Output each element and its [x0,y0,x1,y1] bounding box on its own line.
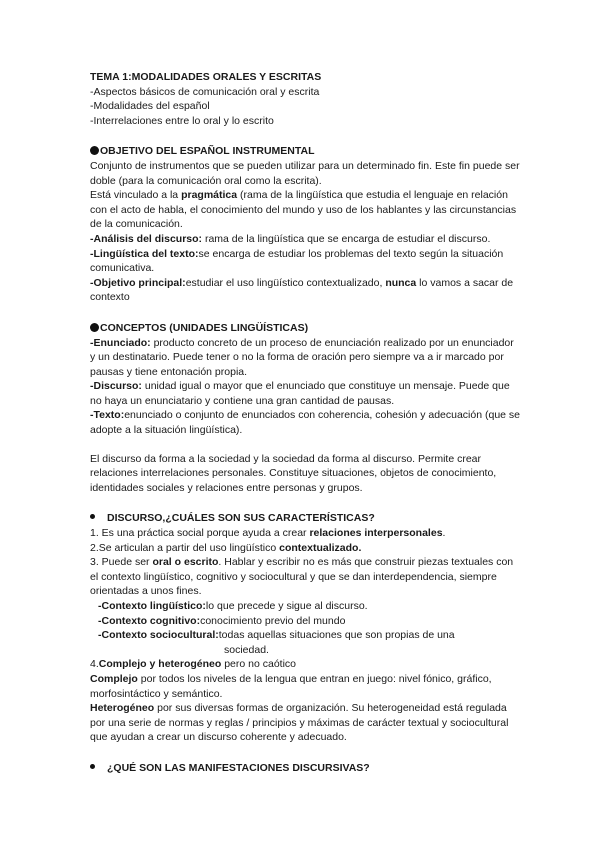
definition-discurso: -Discurso: unidad igual o mayor que el enunciado que constituye un mensaje. Puede que no haya un enunciatario y contiene una gran cantidad de pausas. [90,380,510,407]
manifestations-heading: ¿QUÉ SON LAS MANIFESTACIONES DISCURSIVAS? [90,761,520,776]
characteristic-item: 2.Se articulan a partir del uso lingüístico contextualizado. [90,541,362,554]
topic-item: -Aspectos básicos de comunicación oral y escrita [90,85,320,98]
definition-linguistica: -Lingüística del texto:se encarga de estudiar los problemas del texto según la situación comunicativa. [90,247,504,275]
context-item: -Contexto cognitivo:conocimiento previo del mundo [98,614,346,627]
bullet-icon [90,146,99,155]
topic-item: -Interrelaciones entre lo oral y lo escrito [90,114,274,127]
topic-title: TEMA 1:MODALIDADES ORALES Y ESCRITAS [90,71,322,83]
complejo-paragraph: Complejo por todos los niveles de la lengua que entran en juego: nivel fónico, gráfico, morfosintáctico y semántico. [90,672,492,700]
topic-item: -Modalidades del español [90,100,210,113]
characteristic-item: 3. Puede ser oral o escrito. Hablar y escribir no es más que construir piezas textuales con el contexto lingüístico, cognitivo y sociocultural y que se dan interdependencia, siempre orientadas a unos fines. [90,556,514,598]
heterogeneo-paragraph: Heterogéneo por sus diversas formas de organización. Su heterogeneidad está regulada por una serie de normas y reglas / principios y máximas de carácter textual y sociocultural que ayudan a crear un discurso coherente y adecuado. [90,702,509,744]
definition-analisis: -Análisis del discurso: rama de la lingüística que se encarga de estudiar el discurso. [90,232,491,245]
context-item-continuation: sociedad. [224,643,269,656]
definition-texto: -Texto:enunciado o conjunto de enunciados con coherencia, cohesión y adecuación (que se adopte a la situación lingüística). [90,409,521,437]
definition-enunciado: -Enunciado: producto concreto de un proceso de enunciación realizado por un enunciador y un destinatario. Puede tener o no la forma de oración pero siempre va a ir marcado por pausas y tiene entonación propia. [90,336,514,378]
bullet-icon [90,323,99,332]
characteristic-item: 1. Es una práctica social porque ayuda a crear relaciones interpersonales. [90,527,446,540]
context-item: -Contexto sociocultural:todas aquellas situaciones que son propias de una [98,629,455,642]
pragmatics-paragraph: Está vinculado a la pragmática (rama de la lingüística que estudia el lenguaje en relación con el acto de habla, el conocimiento del mundo y uso de los hablantes y las circunstancias de la comunicación. [90,189,517,231]
document-page [90,70,520,776]
objective-heading: OBJETIVO DEL ESPAÑOL INSTRUMENTAL [90,144,520,159]
context-item: -Contexto lingüístico:lo que precede y sigue al discurso. [98,600,368,612]
objective-paragraph: Conjunto de instrumentos que se pueden utilizar para un determinado fin. Este fin puede ser doble (para la comunicación oral como la escrita). [90,159,520,187]
bullet-icon [90,514,95,519]
bullet-icon [90,764,95,769]
definition-objetivo: -Objetivo principal:estudiar el uso lingüístico contextualizado, nunca lo vamos a sacar de contexto [90,276,514,304]
concepts-heading: CONCEPTOS (UNIDADES LINGÜÍSTICAS) [90,321,520,336]
characteristics-heading: DISCURSO,¿CUÁLES SON SUS CARACTERÍSTICAS? [90,511,520,526]
discourse-paragraph: El discurso da forma a la sociedad y la sociedad da forma al discurso. Permite crear relaciones interrelaciones personales. Constituye situaciones, objetos de conocimiento, identidades sociales y relaciones entre personas y grupos. [90,452,497,494]
characteristic-item: 4.Complejo y heterogéneo pero no caótico [90,658,297,671]
